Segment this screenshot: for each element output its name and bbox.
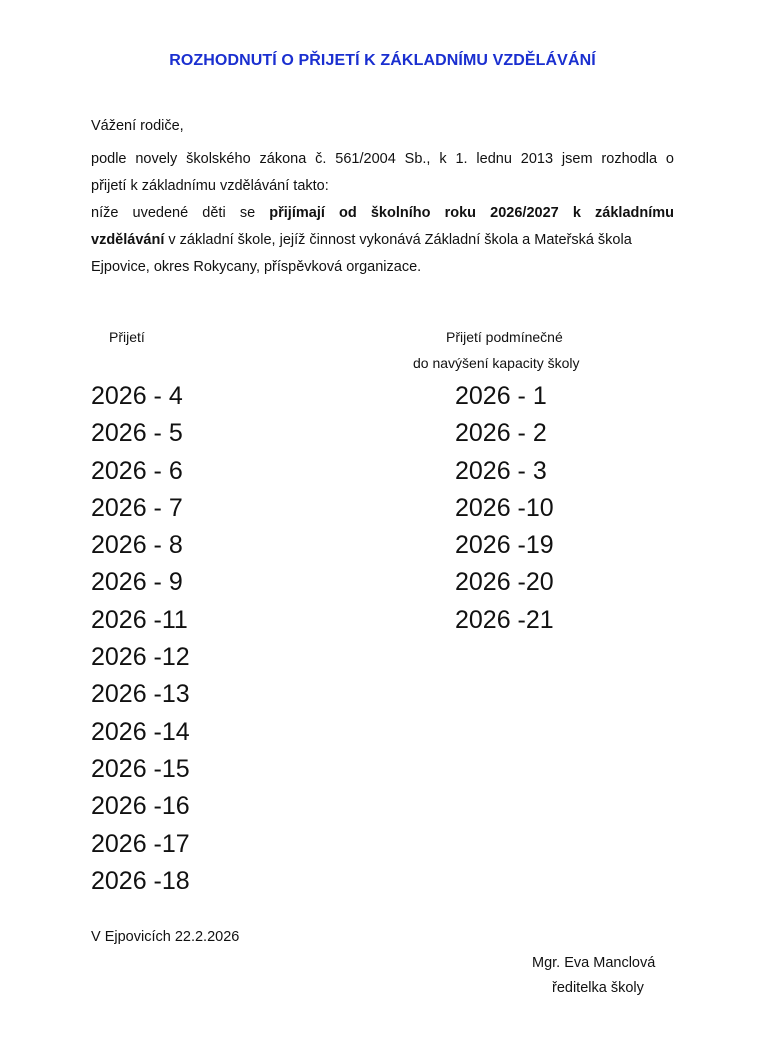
- accepted-item: 2026 -16: [91, 792, 190, 821]
- accepted-item: 2026 - 8: [91, 531, 183, 560]
- conditional-column-header: Přijetí podmínečné: [446, 329, 563, 345]
- greeting: Vážení rodiče,: [91, 118, 184, 134]
- accepted-item: 2026 -17: [91, 829, 190, 858]
- document-title: ROZHODNUTÍ O PŘIJETÍ K ZÁKLADNÍMU VZDĚLÁVÁNÍ: [169, 52, 596, 69]
- paragraph-text: níže uvedené děti se: [91, 205, 270, 221]
- paragraph-bold-text: vzdělávání: [91, 232, 165, 248]
- paragraph-line: [91, 200, 674, 227]
- paragraph-line: přijetí k základnímu vzdělávání takto:: [91, 178, 329, 194]
- conditional-list: [455, 378, 554, 639]
- conditional-item: 2026 -20: [455, 568, 554, 597]
- paragraph-text: v základní škole, jejíž činnost vykonává Základní škola a Mateřská škola: [164, 232, 632, 248]
- paragraph-line: Ejpovice, okres Rokycany, příspěvková organizace.: [91, 259, 422, 275]
- paragraph-line: podle novely školského zákona č. 561/2004 Sb., k 1. lednu 2013 jsem rozhodla o: [91, 151, 674, 167]
- conditional-column-subheader: do navýšení kapacity školy: [413, 355, 580, 371]
- conditional-item: 2026 -10: [455, 493, 554, 522]
- accepted-item: 2026 -13: [91, 680, 190, 709]
- accepted-item: 2026 -14: [91, 717, 190, 746]
- place-and-date: V Ejpovicích 22.2.2026: [91, 929, 240, 945]
- conditional-item: 2026 -19: [455, 531, 554, 560]
- conditional-item: 2026 - 3: [455, 456, 547, 485]
- decision-paragraph: [91, 146, 674, 200]
- paragraph-bold-text: přijímají od školního roku 2026/2027 k základnímu: [269, 205, 675, 221]
- accepted-column-header: Přijetí: [109, 329, 145, 345]
- conditional-item: 2026 - 2: [455, 419, 547, 448]
- signer-name: Mgr. Eva Manclová: [532, 955, 656, 971]
- accepted-list: [91, 378, 190, 900]
- conditional-item: 2026 -21: [455, 605, 554, 634]
- accepted-item: 2026 - 9: [91, 568, 183, 597]
- accepted-item: 2026 -15: [91, 754, 190, 783]
- accepted-item: 2026 - 4: [91, 382, 183, 410]
- accepted-item: 2026 - 5: [91, 419, 183, 448]
- paragraph-line: [91, 227, 674, 254]
- accepted-item: 2026 - 6: [91, 456, 183, 485]
- admission-paragraph: [91, 200, 674, 281]
- signer-role: ředitelka školy: [552, 980, 644, 996]
- accepted-item: 2026 -12: [91, 643, 190, 672]
- accepted-item: 2026 -11: [91, 605, 188, 634]
- accepted-item: 2026 -18: [91, 866, 190, 895]
- conditional-item: 2026 - 1: [455, 382, 547, 410]
- accepted-item: 2026 - 7: [91, 493, 183, 522]
